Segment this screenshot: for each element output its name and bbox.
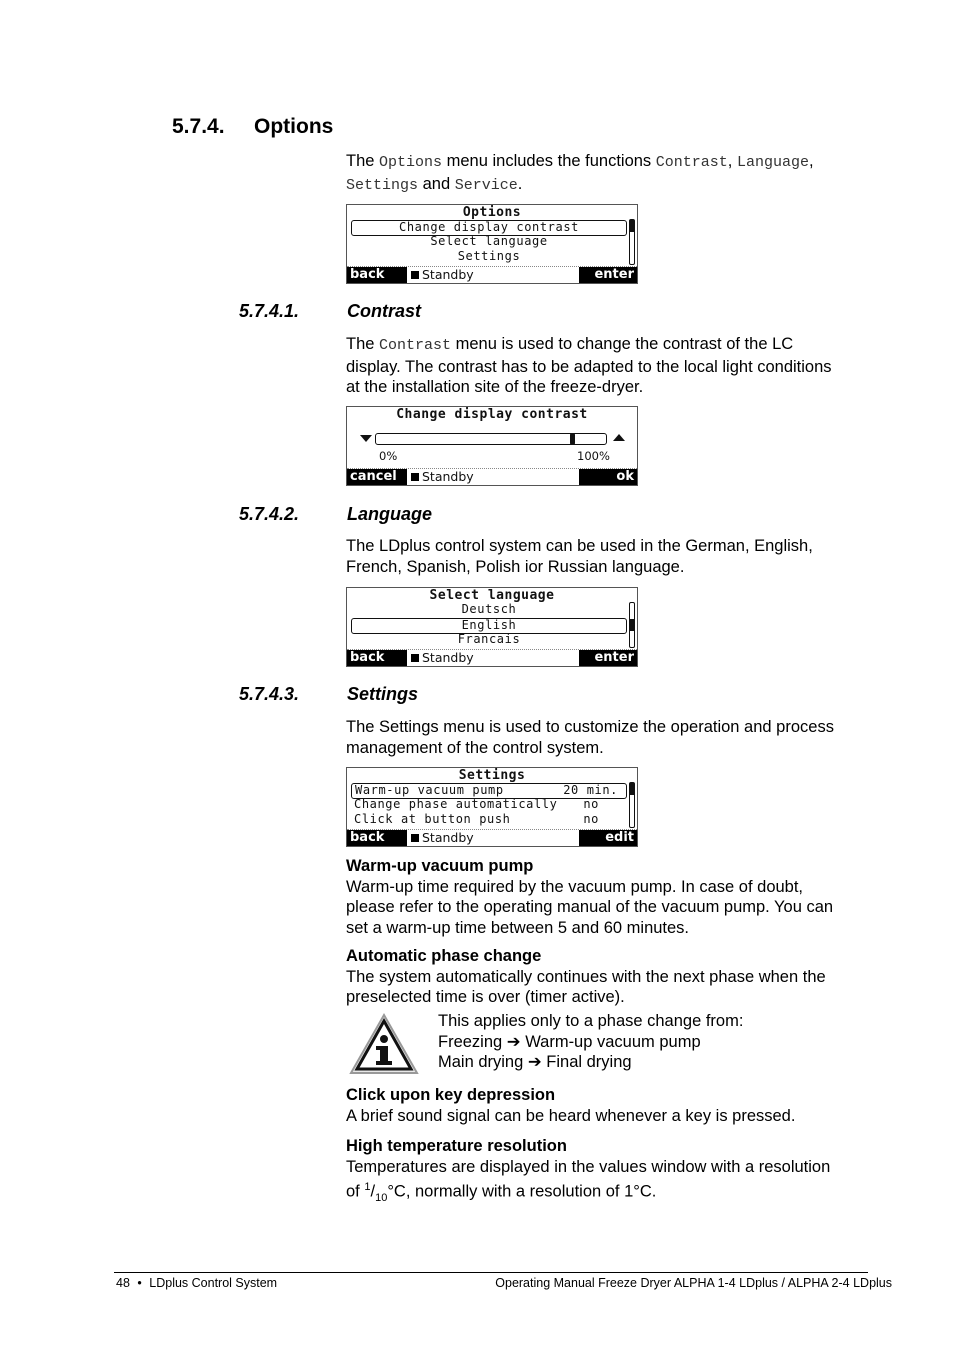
setting-value: no: [583, 797, 599, 811]
intro-code-settings: Settings: [346, 176, 419, 194]
standby-square-icon: [411, 654, 419, 662]
lcd-title: Settings: [458, 768, 526, 783]
lcd-title: Change display contrast: [396, 407, 588, 422]
section-heading: [172, 115, 333, 139]
lcd-scroll-knob: [630, 220, 634, 232]
lcd-menu-item: English: [351, 618, 627, 634]
contrast-slider: [375, 433, 607, 445]
decrease-arrow-icon: [360, 435, 372, 442]
footer-left: [116, 1276, 277, 1290]
lcd-scroll-knob: [630, 783, 634, 795]
lcd-softkey-bar: [347, 829, 637, 846]
fraction-numerator: 1: [364, 1181, 371, 1193]
high-temp-text-line1: Temperatures are displayed in the values window with a resolution: [346, 1157, 831, 1176]
fraction-slash: /: [370, 1182, 376, 1201]
section-title: Options: [254, 115, 334, 138]
status-standby: [411, 469, 474, 485]
auto-phase-heading: Automatic phase change: [346, 947, 542, 965]
status-standby: [411, 267, 474, 283]
settings-text-line2: management of the control system.: [346, 738, 604, 757]
high-temp-block: [346, 1136, 876, 1208]
lcd-setting-row: [351, 798, 627, 812]
auto-phase-text-line1: The system automatically continues with the next phase when the: [346, 967, 826, 986]
subsection-title: Settings: [347, 684, 419, 704]
intro-code-language: Language: [736, 154, 809, 171]
lcd-softkey-bar: [347, 266, 637, 283]
softkey-enter: enter: [579, 650, 637, 666]
info-icon: [348, 1012, 420, 1076]
status-text: Standby: [422, 267, 474, 282]
intro-text-3: ,: [727, 152, 737, 170]
intro-text-4: ,: [808, 152, 814, 170]
lcd-options-screen: [346, 204, 638, 284]
settings-paragraph: [346, 717, 876, 758]
auto-phase-block: [346, 946, 876, 1008]
contrast-text-line3: at the installation site of the freeze-dryer.: [346, 378, 644, 396]
softkey-back: back: [347, 830, 407, 846]
lcd-scrollbar: [629, 782, 635, 828]
intro-code-service: Service: [454, 176, 518, 194]
lcd-contrast-screen: [346, 406, 638, 486]
contrast-text-2: menu is used to change the contrast of the LC: [451, 335, 794, 353]
softkey-back: back: [347, 267, 407, 283]
lcd-scrollbar: [629, 602, 635, 648]
status-text: Standby: [422, 830, 474, 845]
language-text-line2: French, Spanish, Polish ior Russian language.: [346, 557, 685, 576]
click-key-text: A brief sound signal can be heard whenever a key is pressed.: [346, 1106, 796, 1125]
warmup-text-line3: set a warm-up time between 5 and 60 minutes.: [346, 918, 690, 937]
lcd-menu-item: Settings: [457, 249, 521, 263]
lcd-menu-item: Select language: [430, 234, 548, 248]
warmup-text-line2: please refer to the operating manual of the vacuum pump. You can: [346, 898, 834, 916]
lcd-title: Select language: [429, 588, 555, 603]
slider-max-label: 100%: [577, 449, 610, 463]
lcd-title: Options: [462, 205, 522, 220]
intro-text-2: menu includes the functions: [442, 152, 656, 170]
setting-label: Click at button push: [354, 812, 511, 826]
subsection-number: 5.7.4.2.: [239, 504, 300, 524]
section-number: 5.7.4.: [172, 115, 225, 138]
language-text-line1: The LDplus control system can be used in the German, English,: [346, 537, 813, 555]
setting-label: Change phase automatically: [354, 797, 558, 811]
info-note: [438, 1011, 878, 1073]
lcd-scroll-knob: [630, 619, 634, 631]
intro-text-1: The: [346, 152, 380, 170]
increase-arrow-icon: [613, 434, 625, 441]
settings-text-line1: The Settings menu is used to customize the operation and process: [346, 718, 834, 736]
setting-label: Warm-up vacuum pump: [355, 783, 504, 797]
info-note-line2: Freezing ➔ Warm-up vacuum pump: [438, 1032, 701, 1051]
status-text: Standby: [422, 469, 474, 484]
contrast-slider-knob: [570, 433, 575, 445]
intro-code-options: Options: [379, 154, 443, 171]
standby-square-icon: [411, 473, 419, 481]
lcd-menu-item: Deutsch: [461, 602, 517, 616]
footer-chapter: LDplus Control System: [149, 1276, 278, 1290]
language-paragraph: [346, 536, 876, 577]
info-note-line3: Main drying ➔ Final drying: [438, 1053, 632, 1071]
status-standby: [411, 650, 474, 666]
standby-square-icon: [411, 271, 419, 279]
softkey-enter: enter: [579, 267, 637, 283]
warmup-text-line1: Warm-up time required by the vacuum pump. In case of doubt,: [346, 877, 804, 896]
footer-rule: [114, 1272, 868, 1273]
lcd-menu-item: Change display contrast: [351, 220, 627, 236]
info-note-line1: This applies only to a phase change from:: [438, 1012, 744, 1030]
intro-paragraph: [346, 151, 876, 196]
lcd-settings-screen: [346, 767, 638, 847]
lcd-language-screen: [346, 587, 638, 667]
softkey-cancel: cancel: [347, 469, 407, 485]
subsection-number: 5.7.4.1.: [239, 301, 300, 321]
subsection-title: Contrast: [347, 301, 422, 321]
high-temp-text-rest: °C, normally with a resolution of 1°C.: [387, 1182, 657, 1201]
click-key-block: [346, 1085, 876, 1126]
warmup-heading: Warm-up vacuum pump: [346, 857, 534, 875]
page-number: 48: [116, 1276, 130, 1290]
click-key-heading: Click upon key depression: [346, 1086, 556, 1104]
lcd-scrollbar: [629, 219, 635, 265]
softkey-edit: edit: [579, 830, 637, 846]
standby-square-icon: [411, 834, 419, 842]
intro-code-contrast: Contrast: [655, 154, 728, 171]
setting-value: no: [583, 812, 599, 826]
softkey-ok: ok: [579, 469, 637, 485]
status-standby: [411, 830, 474, 846]
high-temp-of: of: [346, 1182, 365, 1201]
lcd-menu-item: Francais: [457, 632, 521, 646]
status-text: Standby: [422, 650, 474, 665]
slider-min-label: 0%: [379, 449, 398, 463]
contrast-text-1: The: [346, 335, 380, 353]
warmup-block: [346, 856, 876, 938]
contrast-text-line2: display. The contrast has to be adapted to the local light conditions: [346, 357, 832, 376]
intro-text-6: .: [517, 174, 523, 193]
lcd-softkey-bar: [347, 649, 637, 666]
lcd-softkey-bar: [347, 468, 637, 485]
subsection-number: 5.7.4.3.: [239, 684, 300, 704]
auto-phase-text-line2: preselected time is over (timer active).: [346, 988, 625, 1006]
lcd-setting-row: [351, 813, 627, 827]
footer-right: Operating Manual Freeze Dryer ALPHA 1-4 LDplus / ALPHA 2-4 LDplus: [495, 1276, 892, 1290]
footer-bullet: •: [137, 1276, 142, 1290]
softkey-back: back: [347, 650, 407, 666]
contrast-paragraph: [346, 334, 876, 398]
high-temp-heading: High temperature resolution: [346, 1137, 567, 1155]
intro-text-5: and: [418, 174, 455, 193]
fraction-denominator: 10: [375, 1191, 388, 1204]
contrast-code: Contrast: [379, 337, 452, 354]
subsection-title: Language: [347, 504, 433, 524]
setting-value: 20 min.: [563, 783, 618, 797]
